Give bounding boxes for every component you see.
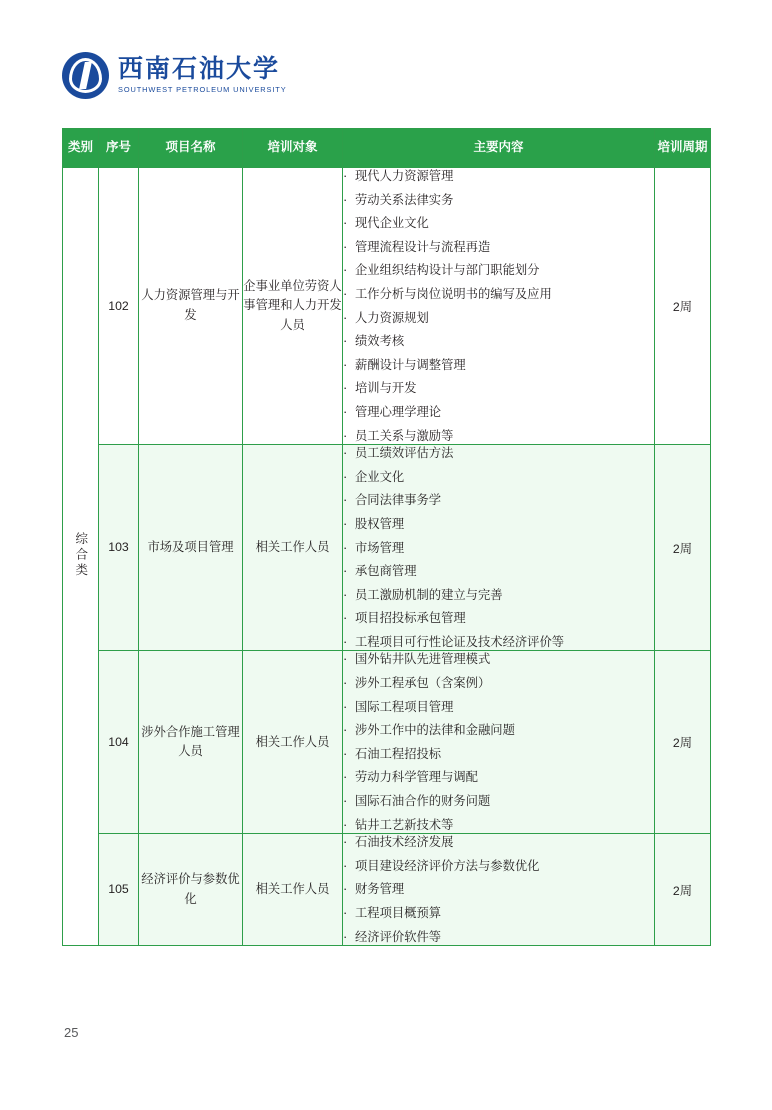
content-item: · 工程项目概预算 <box>343 905 654 922</box>
content-item: · 员工关系与激励等 <box>343 428 654 445</box>
content-item: · 财务管理 <box>343 881 654 898</box>
university-name-cn: 西南石油大学 <box>118 56 281 84</box>
content-list <box>343 168 654 444</box>
header-index: 序号 <box>99 129 139 168</box>
content-item: · 涉外工程承包（含案例） <box>343 675 654 692</box>
header-project-name: 项目名称 <box>139 129 243 168</box>
table-body <box>63 168 711 946</box>
row-content <box>343 651 655 834</box>
content-item: · 劳动力科学管理与调配 <box>343 769 654 786</box>
content-item: · 薪酬设计与调整管理 <box>343 357 654 374</box>
content-item: · 涉外工作中的法律和金融问题 <box>343 722 654 739</box>
content-item: · 工程项目可行性论证及技术经济评价等 <box>343 634 654 651</box>
page-number: 25 <box>64 1025 79 1040</box>
content-item: · 工作分析与岗位说明书的编写及应用 <box>343 286 654 303</box>
table-row <box>63 651 711 834</box>
content-item: · 员工激励机制的建立与完善 <box>343 587 654 604</box>
content-item: · 股权管理 <box>343 516 654 533</box>
university-logo <box>62 52 287 99</box>
content-item: · 钻井工艺新技术等 <box>343 817 654 834</box>
row-trainee: 相关工作人员 <box>243 651 343 834</box>
content-item: · 管理心理学理论 <box>343 404 654 421</box>
content-item: · 管理流程设计与流程再造 <box>343 239 654 256</box>
content-item: · 石油工程招投标 <box>343 746 654 763</box>
row-trainee: 相关工作人员 <box>243 834 343 946</box>
header-category: 类别 <box>63 129 99 168</box>
table-row <box>63 168 711 445</box>
category-label: 综合类 <box>73 531 88 579</box>
content-item: · 石油技术经济发展 <box>343 834 654 851</box>
content-list <box>343 651 654 833</box>
content-item: · 合同法律事务学 <box>343 492 654 509</box>
row-cycle: 2周 <box>655 168 711 445</box>
row-cycle: 2周 <box>655 651 711 834</box>
row-trainee: 相关工作人员 <box>243 445 343 651</box>
content-item: · 国外钻井队先进管理模式 <box>343 651 654 668</box>
row-cycle: 2周 <box>655 834 711 946</box>
content-item: · 企业文化 <box>343 469 654 486</box>
content-item: · 国际工程项目管理 <box>343 699 654 716</box>
content-item: · 承包商管理 <box>343 563 654 580</box>
row-cycle: 2周 <box>655 445 711 651</box>
content-item: · 项目建设经济评价方法与参数优化 <box>343 858 654 875</box>
row-project-name: 经济评价与参数优化 <box>139 834 243 946</box>
row-index: 102 <box>99 168 139 445</box>
table-row <box>63 834 711 946</box>
content-item: · 经济评价软件等 <box>343 929 654 946</box>
content-item: · 培训与开发 <box>343 380 654 397</box>
content-list <box>343 445 654 650</box>
university-emblem-icon <box>62 52 109 99</box>
row-content <box>343 834 655 946</box>
row-project-name: 人力资源管理与开发 <box>139 168 243 445</box>
training-program-table <box>62 128 711 946</box>
content-item: · 现代企业文化 <box>343 215 654 232</box>
row-index: 103 <box>99 445 139 651</box>
row-content <box>343 168 655 445</box>
content-item: · 市场管理 <box>343 540 654 557</box>
header-content: 主要内容 <box>343 129 655 168</box>
category-cell <box>63 168 99 946</box>
row-content <box>343 445 655 651</box>
header-cycle: 培训周期 <box>655 129 711 168</box>
content-list <box>343 834 654 945</box>
content-item: · 企业组织结构设计与部门职能划分 <box>343 262 654 279</box>
training-program-table-wrapper <box>62 128 710 946</box>
university-name-en: SOUTHWEST PETROLEUM UNIVERSITY <box>118 85 287 95</box>
row-project-name: 涉外合作施工管理人员 <box>139 651 243 834</box>
content-item: · 人力资源规划 <box>343 310 654 327</box>
header-trainee: 培训对象 <box>243 129 343 168</box>
content-item: · 现代人力资源管理 <box>343 168 654 185</box>
row-trainee: 企事业单位劳资人事管理和人力开发人员 <box>243 168 343 445</box>
university-logo-text <box>118 57 287 93</box>
row-project-name: 市场及项目管理 <box>139 445 243 651</box>
row-index: 105 <box>99 834 139 946</box>
content-item: · 员工绩效评估方法 <box>343 445 654 462</box>
table-header-row <box>63 129 711 168</box>
content-item: · 劳动关系法律实务 <box>343 192 654 209</box>
content-item: · 项目招投标承包管理 <box>343 610 654 627</box>
table-row <box>63 445 711 651</box>
content-item: · 绩效考核 <box>343 333 654 350</box>
row-index: 104 <box>99 651 139 834</box>
content-item: · 国际石油合作的财务问题 <box>343 793 654 810</box>
